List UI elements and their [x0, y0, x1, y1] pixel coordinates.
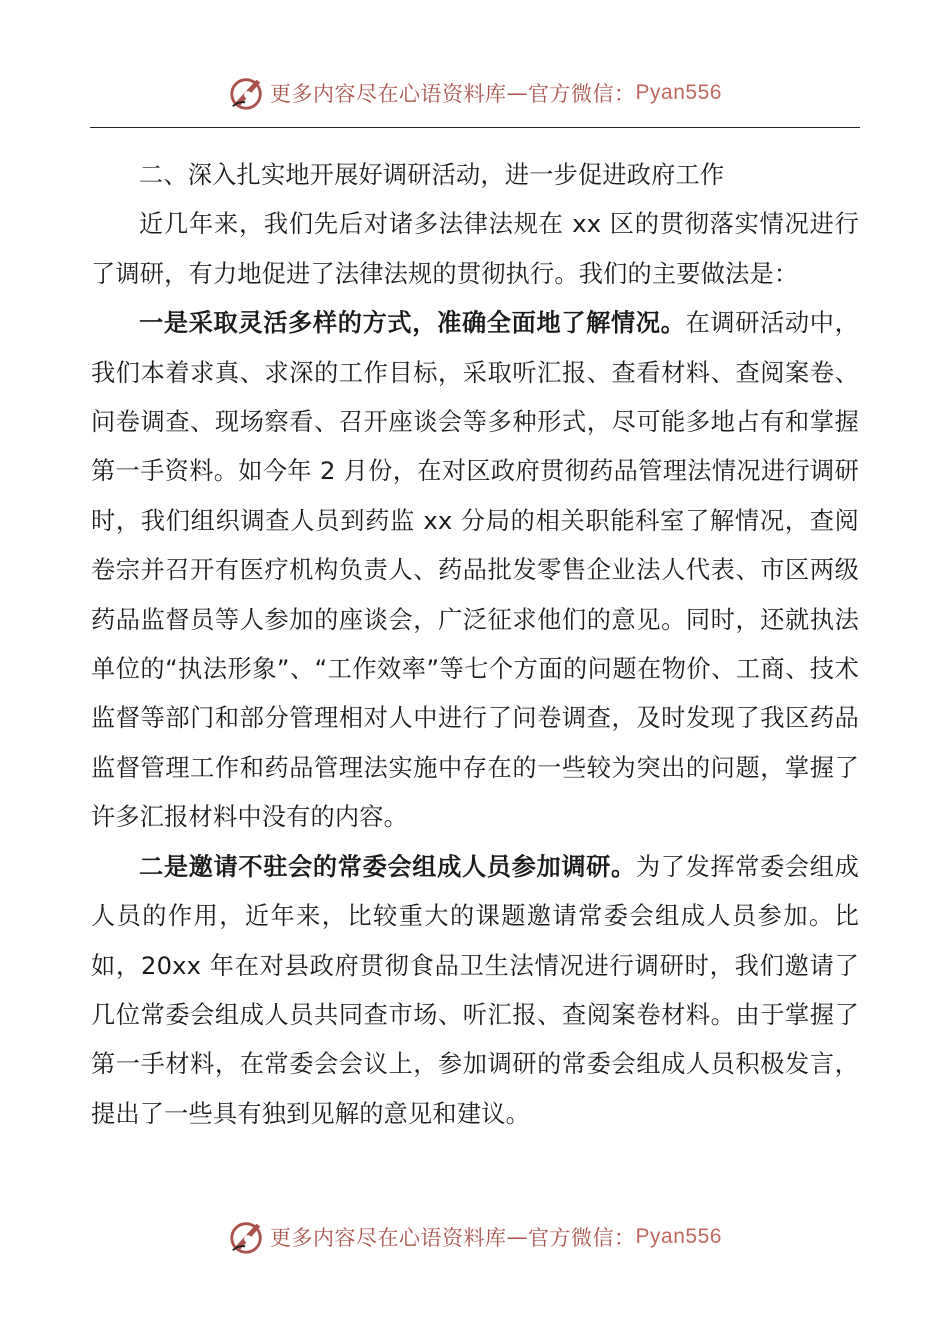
section-heading: 二、深入扎实地开展好调研活动，进一步促进政府工作 — [139, 161, 725, 189]
footer-banner — [0, 1218, 950, 1256]
site-name: 更多内容尽在心语资料库 — [270, 82, 507, 106]
intro-paragraph: 近几年来，我们先后对诸多法律法规在 xx 区的贯彻落实情况进行了调研，有力地促进了法律法规的贯彻执行。我们的主要做法是： — [91, 210, 859, 288]
point-two-text: 为了发挥常委会组成人员的作用，近年来，比较重大的课题邀请常委会组成人员参加。比如，20xx 年在对县政府贯彻食品卫生法情况进行调研时，我们邀请了几位常委会组成人员共同查市场、听汇报、查阅案卷材料。由于掌握了第一手材料，在常委会会议上，参加调研的常委会组成人员积极发言，提出了一些具有独到见解的意见和建议。 — [91, 852, 859, 1128]
pen-logo-icon — [228, 1218, 266, 1256]
wechat-id: Pyan556 — [635, 81, 722, 104]
pen-logo-icon — [228, 74, 266, 112]
point-one-paragraph — [91, 299, 859, 842]
footer-site-name: 更多内容尽在心语资料库 — [270, 1226, 507, 1250]
point-one-text: 在调研活动中，我们本着求真、求深的工作目标，采取听汇报、查看材料、查阅案卷、问卷调查、现场察看、召开座谈会等多种形式，尽可能多地占有和掌握第一手资料。如今年 2 月份，在对区政府贯彻药品管理法情况进行调研时，我们组织调查人员到药监 xx 分局的相关职能科室了解情况，查阅卷宗并召开有医疗机构负责人、药品批发零售企业法人代表、市区两级药品监督员等人参加的座谈会，广泛征求他们的意见。同时，还就执法单位的“执法形象”、“工作效率”等七个方面的问题在物价、工商、技术监督等部门和部分管理相对人中进行了问卷调查，及时发现了我区药品监督管理工作和药品管理法实施中存在的一些较为突出的问题，掌握了许多汇报材料中没有的内容。 — [91, 309, 859, 832]
document-body — [91, 151, 859, 1139]
header-banner — [0, 74, 950, 112]
footer-wechat-id: Pyan556 — [635, 1225, 722, 1248]
point-one-lead: 一是采取灵活多样的方式，准确全面地了解情况。 — [139, 309, 686, 338]
point-two-lead: 二是邀请不驻会的常委会组成人员参加调研。 — [139, 852, 636, 881]
footer-separator-dash: — — [506, 1225, 529, 1249]
separator-dash: — — [506, 81, 529, 105]
wechat-label: 官方微信： — [528, 82, 636, 106]
footer-wechat-label: 官方微信： — [528, 1226, 636, 1250]
header-divider — [90, 127, 860, 128]
point-two-paragraph — [91, 843, 859, 1139]
